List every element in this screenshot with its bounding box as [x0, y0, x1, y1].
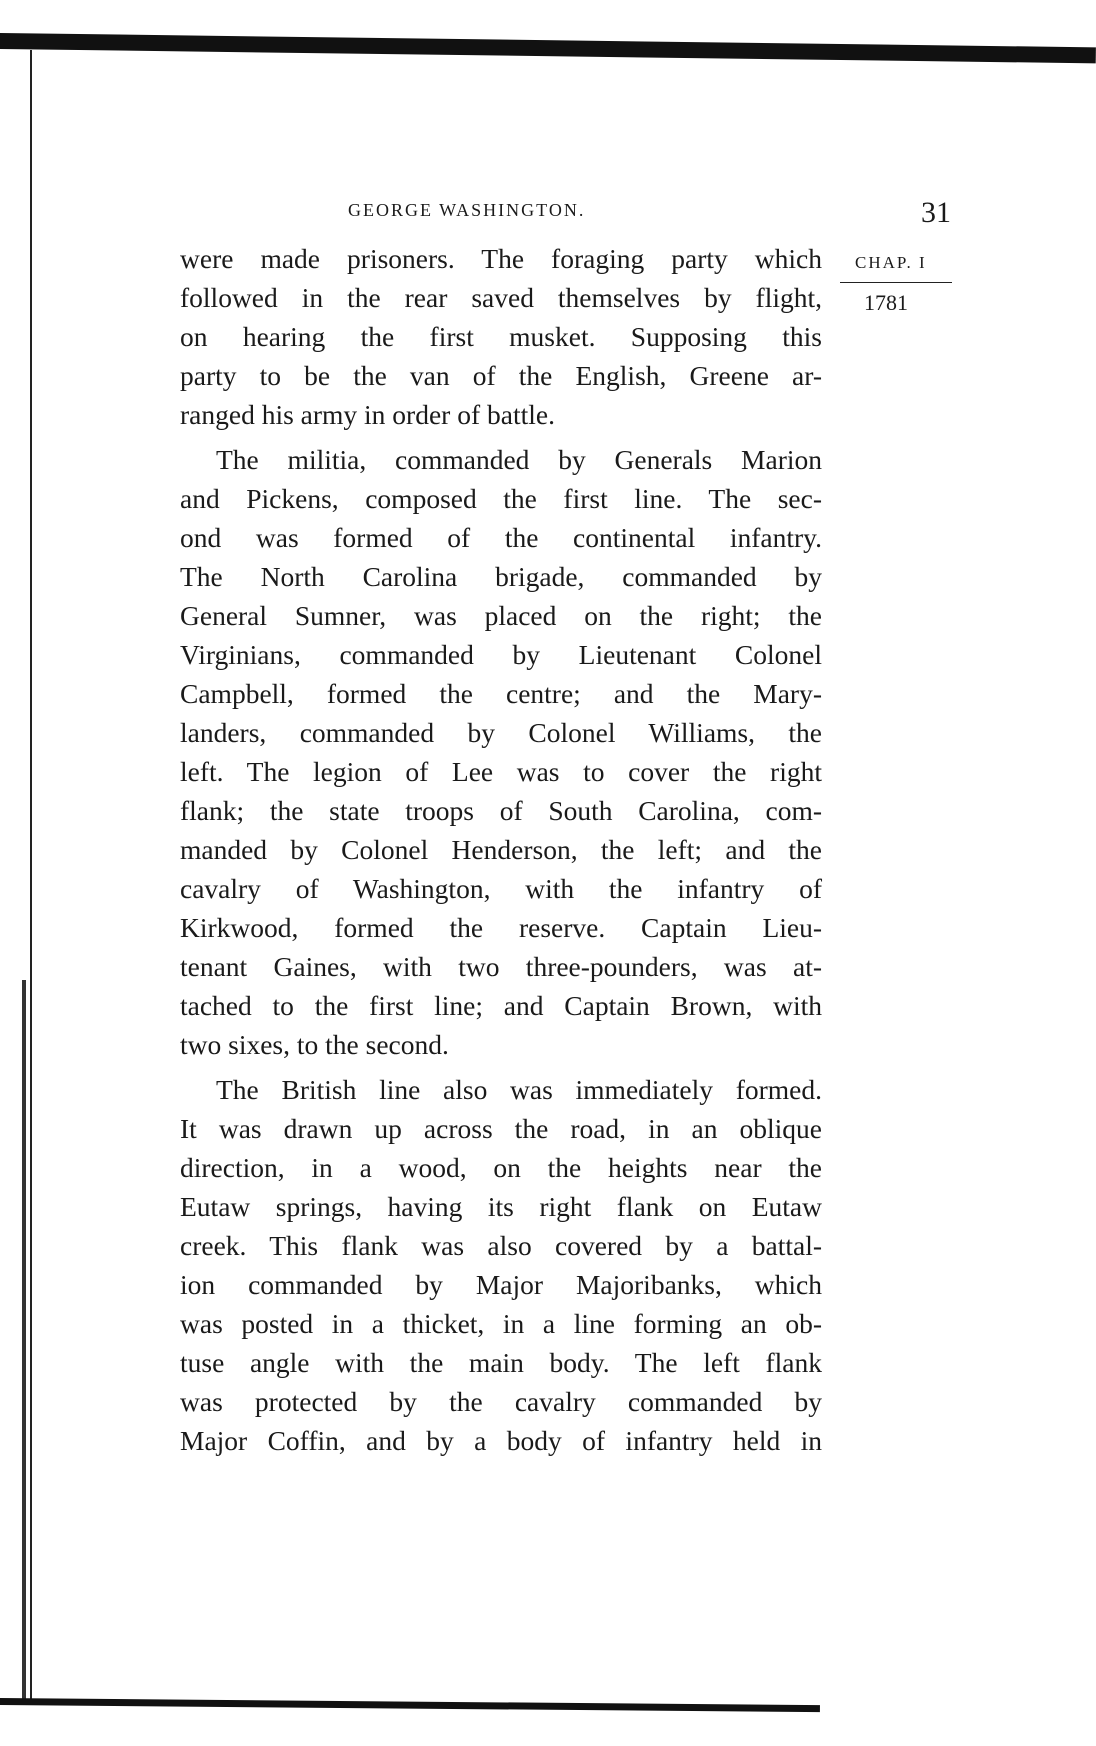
margin-rule [840, 282, 952, 283]
text-line: flank; the state troops of South Carolina, com- [180, 795, 822, 826]
scan-binding-shadow [22, 980, 26, 1700]
text-line: tuse angle with the main body. The left flank [180, 1347, 822, 1378]
text-line: Major Coffin, and by a body of infantry held in [180, 1425, 822, 1456]
text-line: The British line also was immediately formed. [216, 1074, 822, 1105]
text-line: direction, in a wood, on the heights near the [180, 1152, 822, 1183]
text-line: The militia, commanded by Generals Marion [216, 444, 822, 475]
running-head: GEORGE WASHINGTON. [348, 200, 586, 220]
text-line: It was drawn up across the road, in an oblique [180, 1113, 822, 1144]
text-line: was posted in a thicket, in a line forming an ob- [180, 1308, 822, 1339]
text-line: were made prisoners. The foraging party which [180, 243, 822, 274]
text-line: tached to the first line; and Captain Brown, with [180, 990, 822, 1021]
text-line: The North Carolina brigade, commanded by [180, 561, 822, 592]
text-line: ion commanded by Major Majoribanks, which [180, 1269, 822, 1300]
text-line: Campbell, formed the centre; and the Mary- [180, 678, 822, 709]
text-line: and Pickens, composed the first line. The sec- [180, 483, 822, 514]
margin-year: 1781 [864, 290, 908, 315]
text-line: General Sumner, was placed on the right; the [180, 600, 822, 631]
text-line: ond was formed of the continental infantry. [180, 522, 822, 553]
text-line: manded by Colonel Henderson, the left; and the [180, 834, 822, 865]
page-number: 31 [921, 196, 951, 229]
text-line: landers, commanded by Colonel Williams, the [180, 717, 822, 748]
text-line: on hearing the first musket. Supposing this [180, 321, 822, 352]
text-line: two sixes, to the second. [180, 1029, 449, 1060]
paragraph-1 [180, 239, 822, 434]
text-line: Virginians, commanded by Lieutenant Colonel [180, 639, 822, 670]
text-line: Eutaw springs, having its right flank on Eutaw [180, 1191, 822, 1222]
text-line: party to be the van of the English, Greene ar- [180, 360, 822, 391]
scan-bottom-edge [0, 1698, 820, 1712]
paragraph-3 [180, 1070, 822, 1460]
text-line: creek. This flank was also covered by a battal- [180, 1230, 822, 1261]
text-line: tenant Gaines, with two three-pounders, was at- [180, 951, 822, 982]
text-line: left. The legion of Lee was to cover the right [180, 756, 822, 787]
scan-top-edge [0, 33, 1096, 63]
margin-chapter-label: CHAP. I [855, 253, 927, 272]
text-line: ranged his army in order of battle. [180, 399, 555, 430]
text-line: cavalry of Washington, with the infantry of [180, 873, 822, 904]
body-text [180, 239, 822, 1460]
paragraph-2 [180, 440, 822, 1064]
text-line: was protected by the cavalry commanded by [180, 1386, 822, 1417]
text-line: followed in the rear saved themselves by flight, [180, 282, 822, 313]
scan-left-edge [30, 50, 32, 1700]
text-line: Kirkwood, formed the reserve. Captain Lieu- [180, 912, 822, 943]
